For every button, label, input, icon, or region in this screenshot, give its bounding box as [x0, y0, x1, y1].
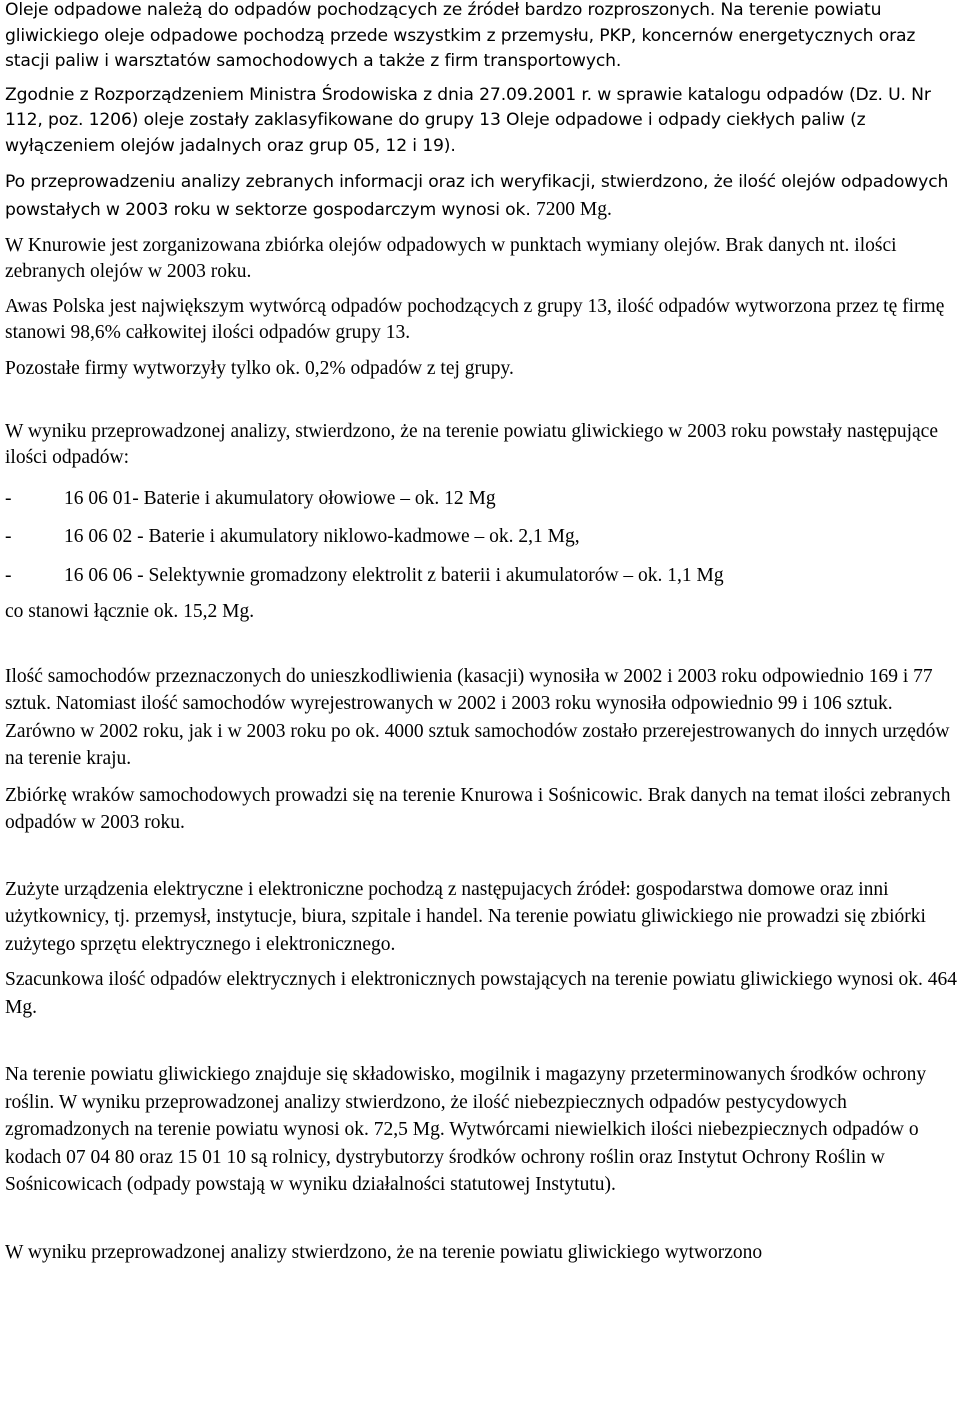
- paragraph-vehicles-collection: Zbiórkę wraków samochodowych prowadzi się na terenie Knurowa i Sośnicowic. Brak danych na temat ilości zebranych odpadów w 2003 roku.: [5, 784, 951, 833]
- document-page: [5, 0, 957, 1266]
- paragraph-electronics-sources: Zużyte urządzenia elektryczne i elektroniczne pochodzą z następujacych źródeł: gospodarstwa domowe oraz inni użytkownicy, tj. przemysł, instytucje, biura, szpitale i handel. Na terenie powiatu gliwickiego nie prowadzi się zbiórki zużytego sprzętu elektrycznego i elektronicznego.: [5, 878, 926, 955]
- paragraph-oils-knurow: W Knurowie jest zorganizowana zbiórka olejów odpadowych w punktach wymiany olejów. Brak danych nt. ilości zebranych olejów w 2003 roku.: [5, 235, 897, 282]
- section-electronics: [5, 876, 957, 1022]
- paragraph-summary-start: W wyniku przeprowadzonej analizy stwierdzono, że na terenie powiatu gliwickiego wytworzono: [5, 1241, 763, 1263]
- oils-quantity-value: 7200 Mg.: [535, 199, 612, 220]
- paragraph-oils-awas: Awas Polska jest największym wytwórcą odpadów pochodzących z grupy 13, ilość odpadów wytworzona przez tę firmę stanowi 98,6% całkowitej ilości odpadów grupy 13.: [5, 296, 945, 343]
- oils-quantity-text: Po przeprowadzeniu analizy zebranych informacji oraz ich weryfikacji, stwierdzono, że ilość olejów odpadowych powstałych w 2003 roku w sektorze gospodarczym wynosi ok.: [5, 172, 949, 220]
- list-item-text: 16 06 01- Baterie i akumulatory ołowiowe – ok. 12 Mg: [64, 487, 496, 509]
- paragraph-oils-regulation: Zgodnie z Rozporządzeniem Ministra Środowiska z dnia 27.09.2001 r. w sprawie katalogu odpadów (Dz. U. Nr 112, poz. 1206) oleje zostały zaklasyfikowane do grupy 13 Oleje odpadowe i odpady ciekłych paliw (z wyłączeniem olejów jadalnych oraz grup 05, 12 i 19).: [5, 84, 931, 156]
- list-item-text: 16 06 06 - Selektywnie gromadzony elektrolit z baterii i akumulatorów – ok. 1,1 Mg: [64, 564, 724, 586]
- list-item: [5, 523, 957, 551]
- paragraph-batteries-intro: W wyniku przeprowadzonej analizy, stwierdzono, że na terenie powiatu gliwickiego w 2003 roku powstały następujące ilości odpadów:: [5, 420, 938, 468]
- section-vehicles: [5, 663, 957, 837]
- paragraph-batteries-total: co stanowi łącznie ok. 15,2 Mg.: [5, 601, 255, 622]
- section-batteries: [5, 419, 957, 626]
- section-summary: [5, 1239, 957, 1267]
- list-dash: -: [5, 564, 12, 586]
- list-dash: -: [5, 487, 12, 509]
- paragraph-oils-others: Pozostałe firmy wytworzyły tylko ok. 0,2% odpadów z tej grupy.: [5, 358, 514, 379]
- paragraph-pesticides: Na terenie powiatu gliwickiego znajduje się składowisko, mogilnik i magazyny przeterminowanych środków ochrony roślin. W wyniku przeprowadzonej analizy stwierdzono, że ilość niebezpiecznych odpadów pestycydowych zgromadzonych na terenie powiatu wynosi ok. 72,5 Mg. Wytwórcami niewielkich ilości niebezpiecznych odpadów o kodach 07 04 80 oraz 15 01 10 są rolnicy, dystrybutorzy środków ochrony roślin oraz Instytut Ochrony Roślin w Sośnicowicach (odpady powstają w wyniku działalności statutowej Instytutu).: [5, 1064, 927, 1195]
- paragraph-electronics-quantity: Szacunkowa ilość odpadów elektrycznych i elektronicznych powstających na terenie powiatu gliwickiego wynosi ok. 464 Mg.: [5, 969, 957, 1018]
- paragraph-vehicles-counts: Ilość samochodów przeznaczonych do unieszkodliwienia (kasacji) wynosiła w 2002 i 2003 roku odpowiednio 169 i 77 sztuk. Natomiast ilość samochodów wyrejestrowanych w 2002 i 2003 roku wynosiła odpowiednio 99 i 106 sztuk. Zarówno w 2002 roku, jak i w 2003 roku po ok. 4000 sztuk samochodów zostało przerejestrowanych do innych urzędów na terenie kraju.: [5, 665, 950, 769]
- section-pesticides: [5, 1061, 957, 1199]
- paragraph-oils-sources: Oleje odpadowe należą do odpadów pochodzących ze źródeł bardzo rozproszonych. Na terenie powiatu gliwickiego oleje odpadowe pochodzą przede wszystkim z przemysłu, PKP, koncernów energetycznych oraz stacji paliw i warsztatów samochodowych a także z firm transportowych.: [5, 0, 916, 71]
- list-item: [5, 485, 957, 513]
- list-item: [5, 562, 957, 590]
- section-waste-oils: [5, 0, 957, 383]
- list-dash: -: [5, 526, 12, 547]
- list-item-text: 16 06 02 - Baterie i akumulatory niklowo-kadmowe – ok. 2,1 Mg,: [64, 526, 580, 547]
- paragraph-oils-quantity: [5, 168, 957, 224]
